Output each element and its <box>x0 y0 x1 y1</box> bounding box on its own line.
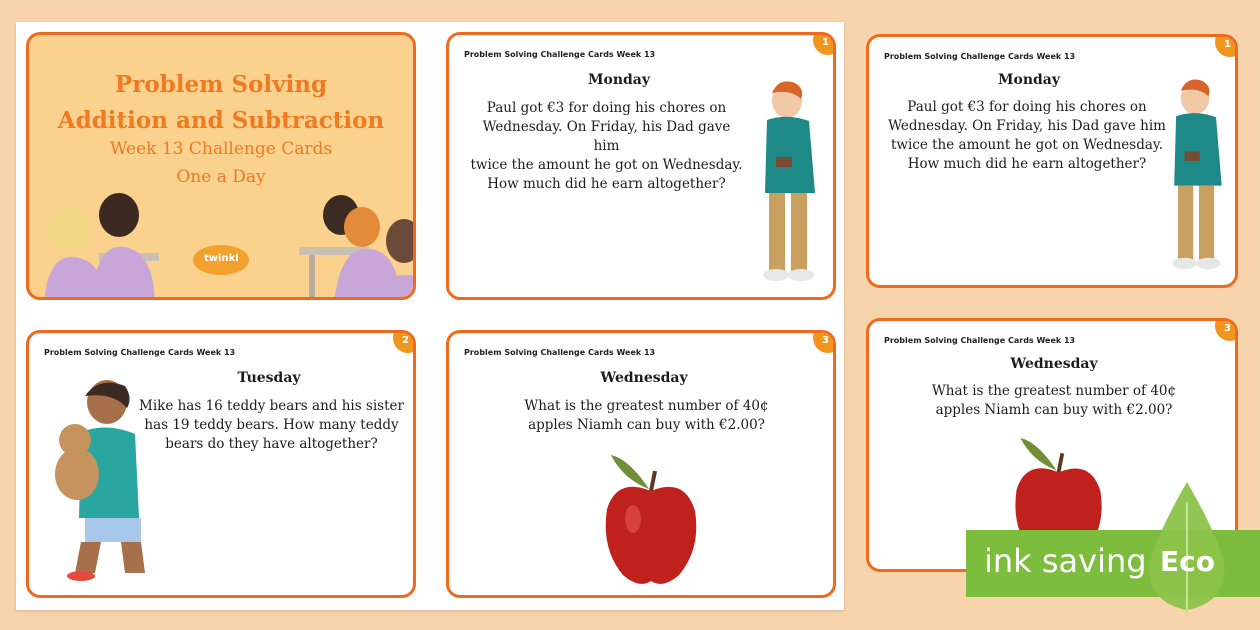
question-line: has 19 teddy bears. How many teddy <box>144 417 399 433</box>
card-day: Wednesday <box>1010 356 1098 372</box>
apple-icon <box>599 449 704 589</box>
title-line-3: Week 13 Challenge Cards <box>109 139 333 159</box>
card-number: 3 <box>1224 323 1231 334</box>
card-number-badge <box>813 330 836 353</box>
title-line-4: One a Day <box>176 167 266 187</box>
card-header: Problem Solving Challenge Cards Week 13 <box>44 348 236 357</box>
question-line: Paul got €3 for doing his chores on <box>907 99 1147 115</box>
card-question <box>909 382 1199 420</box>
printable-sheet <box>16 22 844 610</box>
question-line: Wednesday. On Friday, his Dad gave him <box>888 118 1166 134</box>
twinkl-logo <box>193 245 249 275</box>
question-line: How much did he earn altogether? <box>487 176 726 192</box>
question-line: bears do they have altogether? <box>165 436 378 452</box>
question-line: Paul got €3 for doing his chores on <box>486 100 727 116</box>
challenge-card-monday <box>446 32 836 300</box>
card-number-badge <box>1215 34 1238 57</box>
card-number: 1 <box>1224 39 1231 50</box>
card-question <box>504 397 789 435</box>
question-line: What is the greatest number of 40¢ <box>524 398 769 414</box>
card-number: 2 <box>402 335 409 346</box>
question-line: apples Niamh can buy with €2.00? <box>935 402 1173 418</box>
question-line: twice the amount he got on Wednesday. <box>890 137 1164 153</box>
question-line: twice the amount he got on Wednesday. <box>470 157 743 173</box>
challenge-card-tuesday <box>26 330 416 598</box>
card-header: Problem Solving Challenge Cards Week 13 <box>464 348 656 357</box>
boy-icon <box>749 75 829 295</box>
card-question <box>469 99 744 194</box>
card-question <box>134 397 409 454</box>
card-number: 1 <box>822 37 829 48</box>
challenge-card-wednesday <box>446 330 836 598</box>
question-line: What is the greatest number of 40¢ <box>931 383 1177 399</box>
card-question <box>887 98 1167 174</box>
girl-with-teddy-icon <box>41 368 161 583</box>
question-line: How much did he earn altogether? <box>907 156 1147 172</box>
question-line: Mike has 16 teddy bears and his sister <box>139 398 404 414</box>
card-number-badge <box>813 32 836 55</box>
card-day: Wednesday <box>600 370 688 386</box>
title-line-2: Addition and Subtraction <box>57 107 385 134</box>
classroom-students-illustration <box>29 185 416 300</box>
card-number-badge <box>393 330 416 353</box>
card-header: Problem Solving Challenge Cards Week 13 <box>884 52 1076 61</box>
question-line: Wednesday. On Friday, his Dad gave him <box>482 119 731 154</box>
question-line: apples Niamh can buy with €2.00? <box>528 417 765 433</box>
card-number-badge <box>1215 318 1238 341</box>
title-card <box>26 32 416 300</box>
eco-label: Eco <box>1160 545 1215 578</box>
card-day: Monday <box>997 72 1060 88</box>
card-header: Problem Solving Challenge Cards Week 13 <box>884 336 1076 345</box>
card-number: 3 <box>822 335 829 346</box>
card-day: Tuesday <box>237 370 301 386</box>
boy-icon <box>1159 73 1235 283</box>
ink-saving-label: ink saving <box>984 542 1147 580</box>
twinkl-logo-text: twinkl <box>204 253 239 264</box>
card-day: Monday <box>587 72 650 88</box>
title-line-1: Problem Solving <box>114 71 328 98</box>
card-header: Problem Solving Challenge Cards Week 13 <box>464 50 656 59</box>
preview-card-monday <box>866 34 1238 288</box>
